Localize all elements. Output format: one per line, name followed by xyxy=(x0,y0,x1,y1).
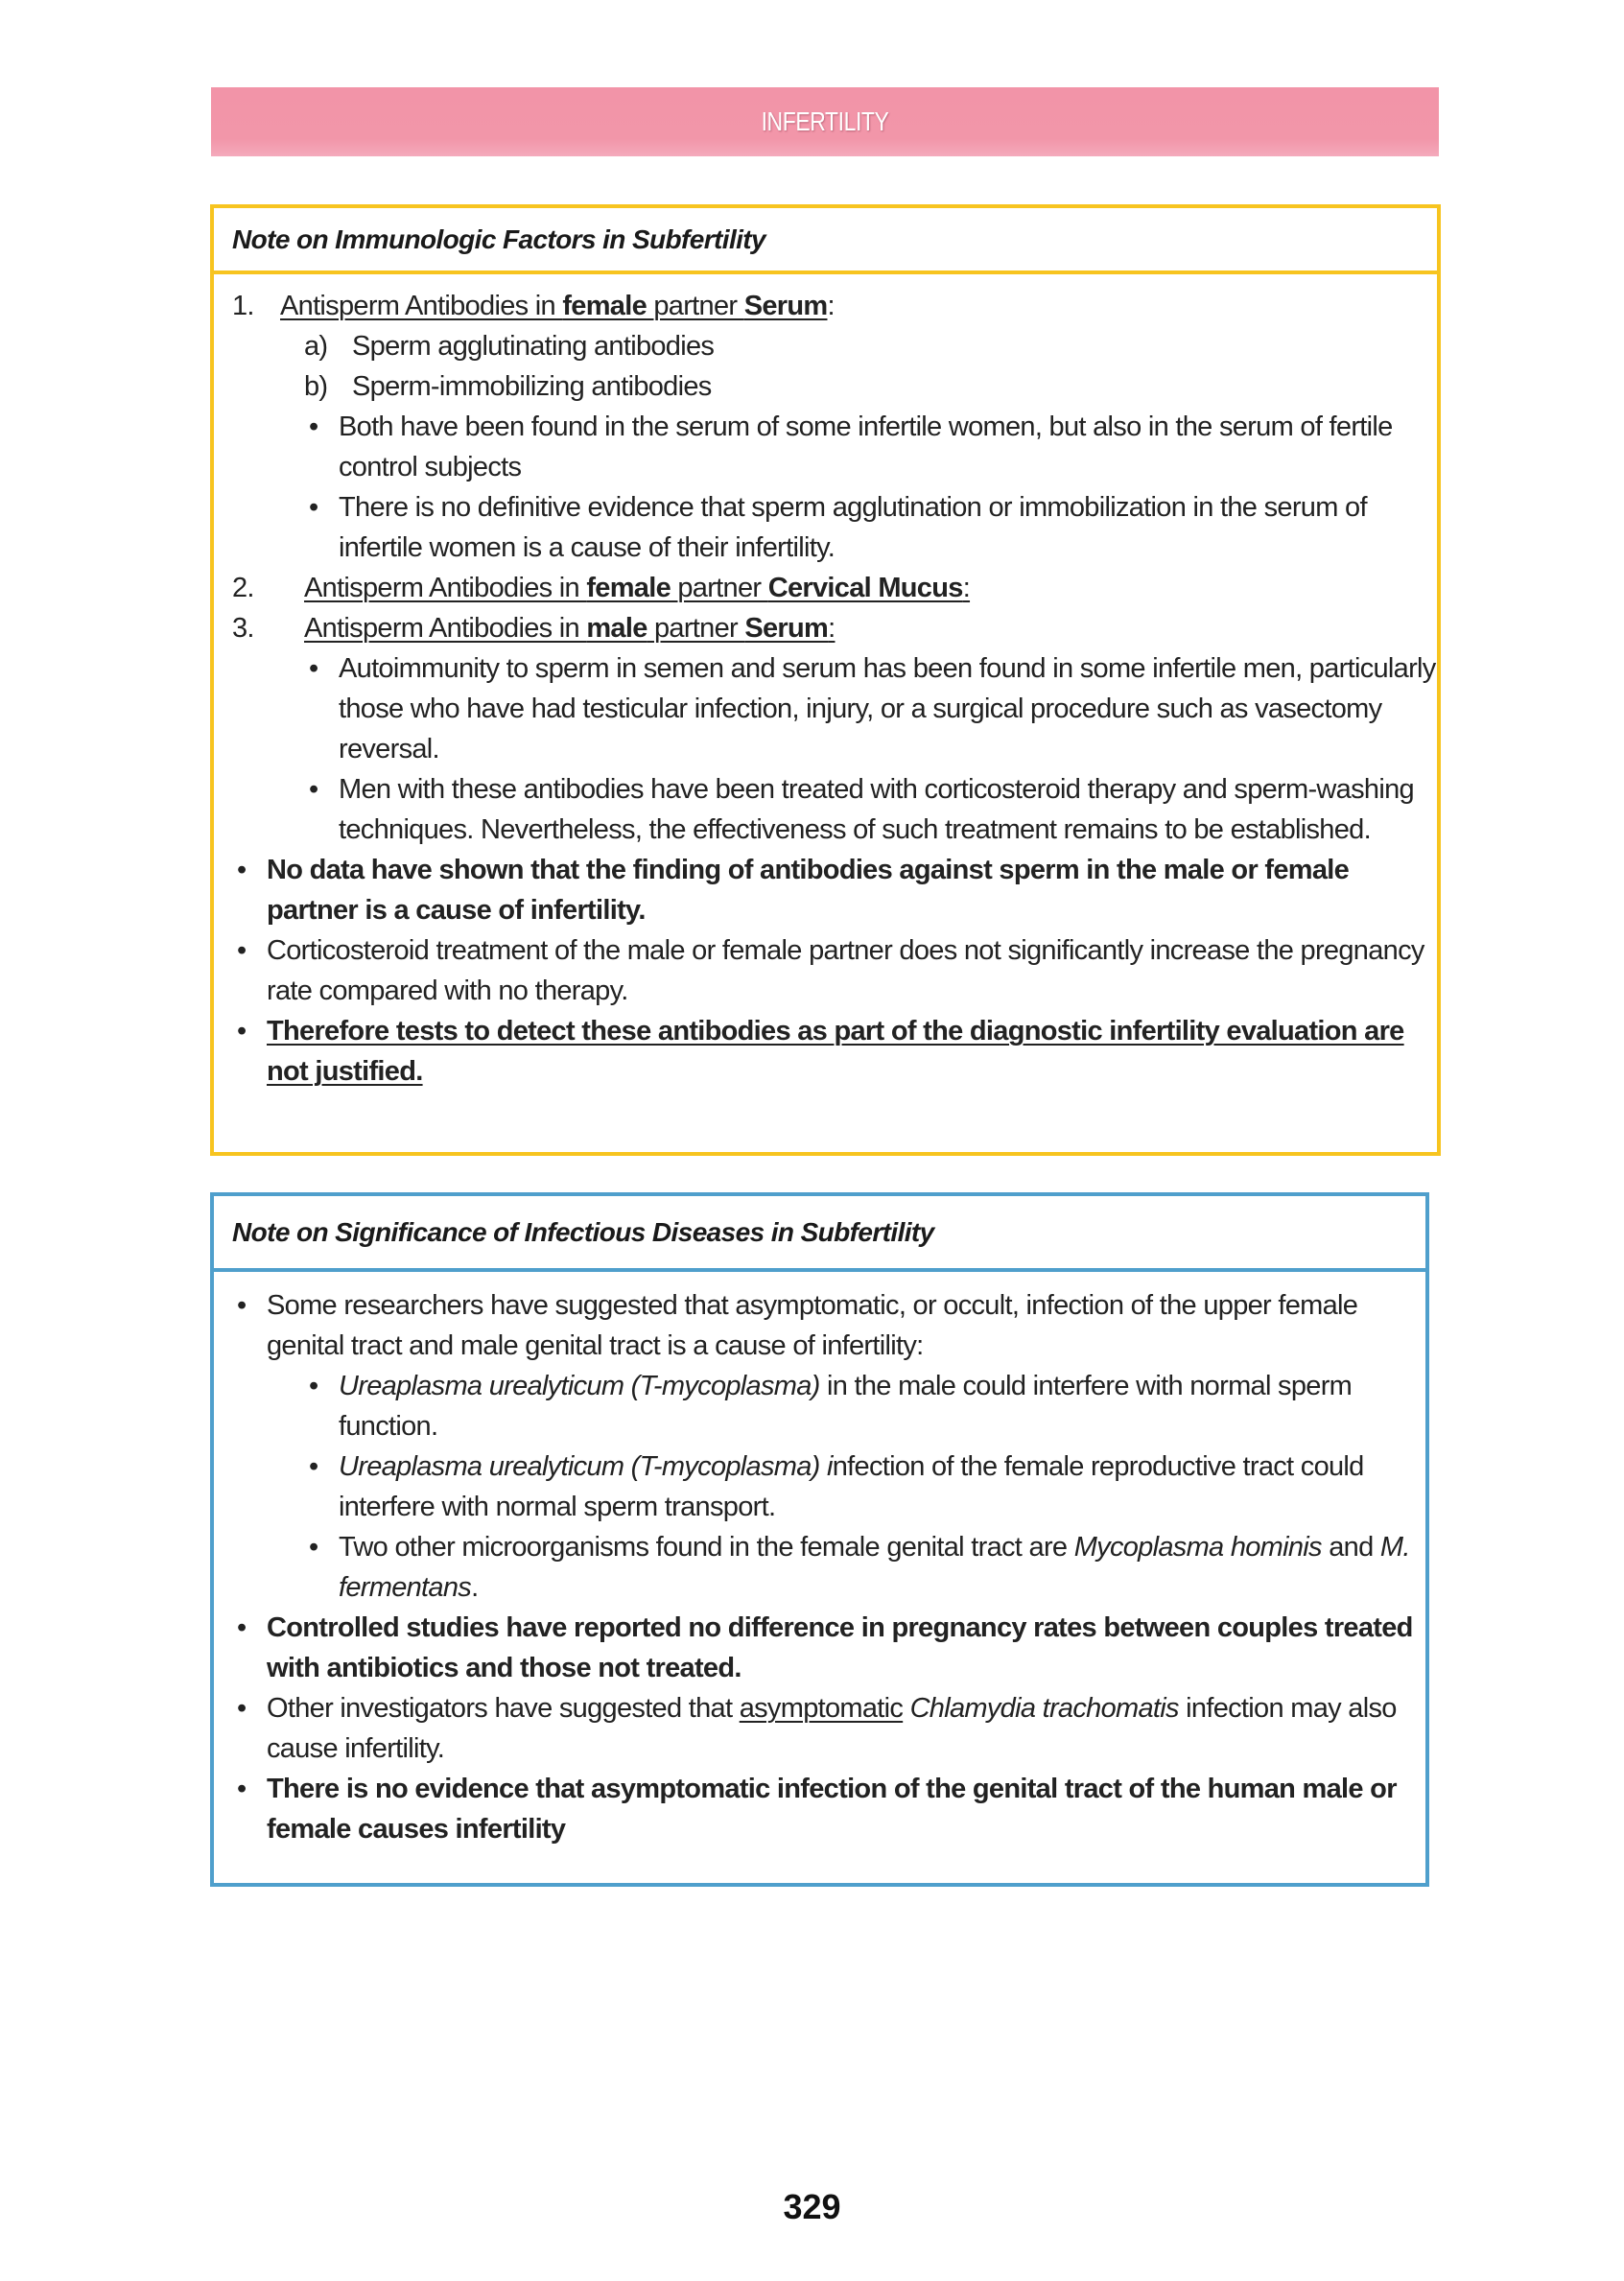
list-item-numbered xyxy=(214,286,1437,326)
bullet-icon: • xyxy=(237,855,247,885)
bullet-icon: • xyxy=(309,774,318,805)
list-item-bullet xyxy=(214,1285,1425,1366)
conclusion-bullet xyxy=(214,1769,1425,1849)
item-text: Other investigators have suggested that asymptomatic Chlamydia trachomatis infection may also cause infertility. xyxy=(267,1693,1397,1764)
item-text: Sperm agglutinating antibodies xyxy=(352,331,715,362)
list-item-bullet xyxy=(214,769,1437,850)
bullet-icon: • xyxy=(237,1612,247,1643)
item-text: No data have shown that the finding of antibodies against sperm in the male or female partner is a cause of infertility. xyxy=(267,855,1350,926)
item-heading: Antisperm Antibodies in female partner Serum: xyxy=(280,291,835,321)
list-item-bullet xyxy=(214,1446,1425,1527)
list-item-bullet xyxy=(214,648,1437,769)
bullet-icon: • xyxy=(237,1693,247,1724)
immunologic-factors-note xyxy=(210,204,1441,1156)
bullet-icon: • xyxy=(237,935,247,966)
list-item-alpha xyxy=(214,366,1437,407)
item-text: There is no definitive evidence that sperm agglutination or immobilization in the serum of infertile women is a cause of their infertility. xyxy=(339,492,1367,563)
bullet-icon: • xyxy=(309,1451,318,1482)
list-item-numbered xyxy=(214,568,1437,608)
item-text: Both have been found in the serum of some infertile women, but also in the serum of fertile control subjects xyxy=(339,412,1393,482)
conclusion-bullet xyxy=(214,930,1437,1011)
item-text: Some researchers have suggested that asymptomatic, or occult, infection of the upper female genital tract and male genital tract is a cause of infertility: xyxy=(267,1290,1358,1361)
conclusion-bullet xyxy=(214,850,1437,930)
list-item-bullet xyxy=(214,1366,1425,1446)
bullet-icon: • xyxy=(309,653,318,684)
list-number: 2. xyxy=(232,573,254,603)
bullet-icon: • xyxy=(237,1774,247,1804)
item-text: Ureaplasma urealyticum (T-mycoplasma) in the male could interfere with normal sperm function. xyxy=(339,1371,1353,1442)
bullet-icon: • xyxy=(309,492,318,523)
list-item-numbered xyxy=(214,608,1437,648)
list-item-bullet xyxy=(214,487,1437,568)
bullet-icon: • xyxy=(309,412,318,442)
item-text: Autoimmunity to sperm in semen and serum has been found in some infertile men, particularly those who have had testicular infection, injury, or a surgical procedure such as vasectomy reversal. xyxy=(339,653,1436,764)
item-text: Two other microorganisms found in the female genital tract are Mycoplasma hominis and M. fermentans. xyxy=(339,1532,1410,1603)
list-item-bullet xyxy=(214,1527,1425,1608)
list-item-bullet xyxy=(214,1688,1425,1769)
item-text: Sperm-immobilizing antibodies xyxy=(352,371,712,402)
bullet-icon: • xyxy=(309,1371,318,1401)
list-letter: a) xyxy=(304,331,328,362)
list-number: 3. xyxy=(232,613,254,644)
item-text: Corticosteroid treatment of the male or female partner does not significantly increase the pregnancy rate compared with no therapy. xyxy=(267,935,1424,1006)
conclusion-bullet xyxy=(214,1011,1437,1092)
item-text: Men with these antibodies have been treated with corticosteroid therapy and sperm-washing techniques. Nevertheless, the effectiveness of such treatment remains to be established. xyxy=(339,774,1414,845)
bullet-icon: • xyxy=(309,1532,318,1563)
item-text: Controlled studies have reported no difference in pregnancy rates between couples treated with antibiotics and those not treated. xyxy=(267,1612,1413,1683)
chapter-header-bar xyxy=(211,87,1439,156)
list-number: 1. xyxy=(232,291,254,321)
chapter-title: INFERTILITY xyxy=(761,106,889,136)
item-heading: Antisperm Antibodies in male partner Serum: xyxy=(304,613,836,644)
list-item-bullet xyxy=(214,407,1437,487)
item-heading: Antisperm Antibodies in female partner Cervical Mucus: xyxy=(304,573,971,603)
page-number: 329 xyxy=(783,2187,841,2226)
note-body xyxy=(214,274,1437,1092)
note-title: Note on Significance of Infectious Diseases in Subfertility xyxy=(214,1196,1425,1272)
item-text: Therefore tests to detect these antibodies as part of the diagnostic infertility evaluation are not justified. xyxy=(267,1016,1404,1087)
item-text: There is no evidence that asymptomatic infection of the genital tract of the human male or female causes infertility xyxy=(267,1774,1397,1845)
bullet-icon: • xyxy=(237,1016,247,1046)
list-letter: b) xyxy=(304,371,328,402)
note-title: Note on Immunologic Factors in Subfertility xyxy=(214,208,1437,274)
list-item-alpha xyxy=(214,326,1437,366)
conclusion-bullet xyxy=(214,1608,1425,1688)
bullet-icon: • xyxy=(237,1290,247,1321)
note-body xyxy=(214,1272,1425,1849)
infectious-diseases-note xyxy=(210,1192,1429,1887)
item-text: Ureaplasma urealyticum (T-mycoplasma) infection of the female reproductive tract could interfere with normal sperm transport. xyxy=(339,1451,1364,1522)
